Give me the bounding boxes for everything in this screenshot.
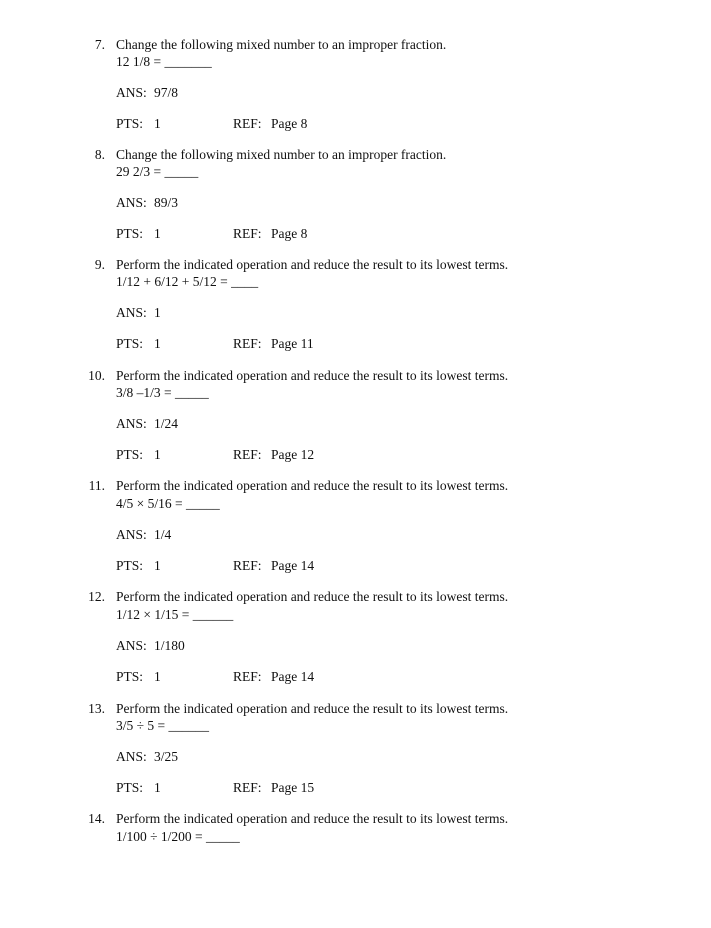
answer-value: 1/180 — [154, 638, 185, 653]
ref-label: REF: — [233, 116, 262, 131]
answer-line — [116, 527, 171, 543]
question-number: 10. — [88, 368, 105, 383]
pts-value: 1 — [154, 226, 161, 241]
ans-label: ANS: — [116, 527, 147, 542]
answer-value: 1 — [154, 305, 161, 320]
answer-value: 89/3 — [154, 195, 179, 210]
question-number: 12. — [88, 589, 105, 604]
pts-label: PTS: — [116, 447, 144, 462]
pts-value: 1 — [154, 780, 161, 795]
answer-line — [116, 195, 178, 211]
question-expression: 1/12 + 6/12 + 5/12 = ____ — [116, 274, 259, 289]
question-number: 8. — [94, 147, 105, 162]
question-prompt: Perform the indicated operation and reduce the result to its lowest terms. — [116, 701, 509, 716]
meta-line — [116, 336, 314, 352]
ref-label: REF: — [233, 780, 262, 795]
ref-value: Page 14 — [271, 558, 315, 573]
answer-value: 1/24 — [154, 416, 179, 431]
answer-line — [116, 85, 178, 101]
ref-value: Page 14 — [271, 669, 315, 684]
meta-line — [116, 780, 314, 796]
ref-value: Page 11 — [271, 336, 314, 351]
answer-value: 97/8 — [154, 85, 179, 100]
answer-value: 1/4 — [154, 527, 172, 542]
ans-label: ANS: — [116, 638, 147, 653]
question-expression: 12 1/8 = _______ — [116, 54, 212, 69]
answer-line — [116, 416, 178, 432]
question-number: 14. — [88, 811, 105, 826]
pts-label: PTS: — [116, 226, 144, 241]
question-prompt: Perform the indicated operation and reduce the result to its lowest terms. — [116, 257, 509, 272]
question-expression: 3/8 –1/3 = _____ — [116, 385, 209, 400]
ans-label: ANS: — [116, 749, 147, 764]
ref-value: Page 8 — [271, 226, 308, 241]
answer-line — [116, 305, 161, 321]
answer-line — [116, 638, 185, 654]
question-expression: 1/12 × 1/15 = ______ — [116, 607, 234, 622]
ref-value: Page 12 — [271, 447, 315, 462]
question-prompt: Perform the indicated operation and reduce the result to its lowest terms. — [116, 478, 509, 493]
pts-label: PTS: — [116, 116, 144, 131]
pts-value: 1 — [154, 558, 161, 573]
ref-value: Page 15 — [271, 780, 315, 795]
pts-label: PTS: — [116, 558, 144, 573]
ans-label: ANS: — [116, 195, 147, 210]
meta-line — [116, 447, 314, 463]
ref-label: REF: — [233, 447, 262, 462]
meta-line — [116, 669, 314, 685]
pts-label: PTS: — [116, 669, 144, 684]
ref-label: REF: — [233, 558, 262, 573]
answer-value: 3/25 — [154, 749, 179, 764]
question-expression: 3/5 ÷ 5 = ______ — [116, 718, 210, 733]
ref-label: REF: — [233, 226, 262, 241]
ref-label: REF: — [233, 336, 262, 351]
question-number: 7. — [94, 37, 105, 52]
meta-line — [116, 558, 314, 574]
answer-line — [116, 749, 178, 765]
question-expression: 4/5 × 5/16 = _____ — [116, 496, 220, 511]
question-prompt: Perform the indicated operation and reduce the result to its lowest terms. — [116, 368, 509, 383]
ref-label: REF: — [233, 669, 262, 684]
pts-label: PTS: — [116, 780, 144, 795]
question-number: 11. — [88, 478, 105, 493]
meta-line — [116, 226, 307, 242]
question-expression: 29 2/3 = _____ — [116, 164, 199, 179]
ans-label: ANS: — [116, 416, 147, 431]
question-number: 13. — [88, 701, 105, 716]
pts-value: 1 — [154, 336, 161, 351]
ans-label: ANS: — [116, 305, 147, 320]
pts-label: PTS: — [116, 336, 144, 351]
pts-value: 1 — [154, 116, 161, 131]
pts-value: 1 — [154, 669, 161, 684]
question-number: 9. — [94, 257, 105, 272]
question-expression: 1/100 ÷ 1/200 = _____ — [116, 829, 240, 844]
question-prompt: Perform the indicated operation and reduce the result to its lowest terms. — [116, 811, 509, 826]
question-prompt: Perform the indicated operation and reduce the result to its lowest terms. — [116, 589, 509, 604]
pts-value: 1 — [154, 447, 161, 462]
ref-value: Page 8 — [271, 116, 308, 131]
ans-label: ANS: — [116, 85, 147, 100]
question-prompt: Change the following mixed number to an improper fraction. — [116, 37, 447, 52]
meta-line — [116, 116, 307, 132]
question-prompt: Change the following mixed number to an improper fraction. — [116, 147, 447, 162]
